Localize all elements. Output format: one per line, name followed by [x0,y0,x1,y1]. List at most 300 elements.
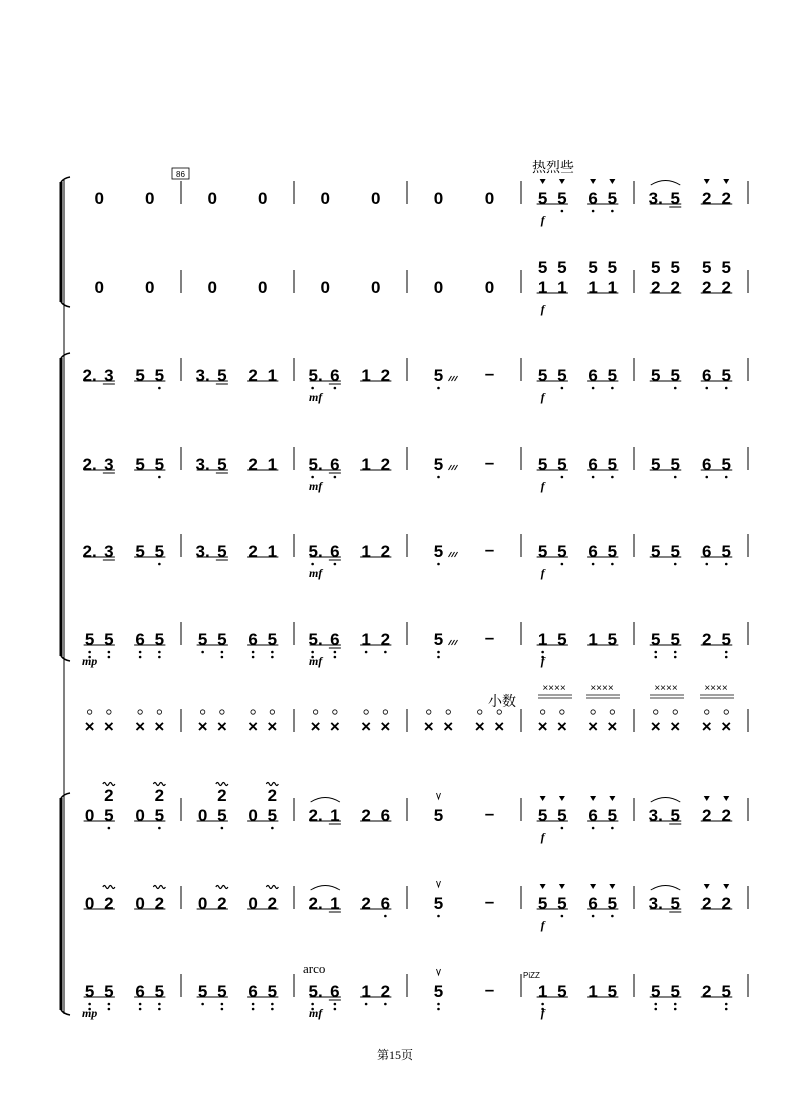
note-number: 2 [702,630,712,649]
note-number: 5 [154,542,165,561]
note-number: 5 [721,542,731,561]
note-number: 2 [248,455,258,474]
dynamic-mf: mf [308,479,323,493]
tremolo-stroke [449,552,452,557]
note-number: 6 [135,630,145,649]
accent-mark [704,179,710,184]
accent-mark [590,179,596,184]
octave-dot [611,387,614,390]
note-number: 6 [702,366,712,385]
note-number: 2 [380,366,391,385]
note-number: 3. [195,542,210,561]
note-number: 5 [433,982,444,1001]
note-number: 2 [670,278,680,297]
octave-dot [725,387,728,390]
octave-dot [108,656,111,659]
stacked-note: 2 [104,786,114,805]
note-number: 1 [267,542,278,561]
note-number: 5 [267,806,278,825]
octave-dot [334,476,337,479]
note-number: 5 [433,366,444,385]
note-number: 5 [607,366,618,385]
note-number: 2 [380,630,391,649]
note-number: 2 [702,894,712,913]
staff-row-7 [85,709,748,736]
octave-dot [437,1008,440,1011]
octave-dot [334,651,337,654]
octave-dot [674,563,677,566]
octave-dot [311,387,314,390]
octave-dot [311,563,314,566]
accent-mark [590,884,596,889]
note-number: 5 [651,455,661,474]
octave-dot [108,1003,111,1006]
octave-dot [674,1003,677,1006]
note-number: 2 [154,894,165,913]
tie-arc [651,798,681,803]
open-circle [724,710,728,714]
accent-mark [559,796,565,801]
accent-mark [723,884,729,889]
note-number: 0 [145,278,155,297]
open-circle [333,710,337,714]
note-number: 5 [670,630,680,649]
octave-dot [108,651,111,654]
note-number: 5 [154,630,165,649]
note-number: 2 [248,366,258,385]
note-number: 5 [607,982,618,1001]
open-circle [705,710,709,714]
snare-hit: × [721,717,732,736]
note-number: 6 [330,366,340,385]
note-number: 2 [361,806,371,825]
octave-dot [88,651,91,654]
stacked-note: 5 [588,258,598,277]
octave-dot [561,915,564,918]
note-number: 0 [248,806,258,825]
note-number: 5 [433,630,444,649]
snare-hit: × [537,717,548,736]
note-number: 6 [588,894,598,913]
staff-row-1 [95,179,748,227]
octave-dot [561,476,564,479]
snare-hit: × [423,717,434,736]
open-circle [478,710,482,714]
note-number: 0 [94,278,104,297]
note-number: 6 [702,542,712,561]
note-number: 5 [557,366,567,385]
tremolo-stroke [452,465,455,470]
note-number: 5 [267,630,278,649]
note-number: 5 [104,806,114,825]
open-circle [673,710,677,714]
note-number: 5. [308,455,323,474]
note-number: 5 [84,982,95,1001]
note-number: 2 [721,278,731,297]
octave-dot [592,476,595,479]
octave-dot [252,651,255,654]
breath-mark [437,969,441,975]
trill-mark [153,886,165,889]
dynamic-mp: mp [81,1006,98,1020]
open-circle [560,710,564,714]
rehearsal-mark [172,168,189,179]
note-number: 6 [588,189,598,208]
snare-hit: × [103,717,114,736]
open-circle [427,710,431,714]
page-number: 第15页 [376,1048,413,1062]
system-brackets [61,177,70,1015]
snare-hit: × [474,717,485,736]
octave-dot [674,476,677,479]
snare-drum-label: 小数 [488,695,516,710]
note-number: 1 [588,630,598,649]
note-number: 0 [84,894,95,913]
octave-dot [271,1008,274,1011]
octave-dot [654,1008,657,1011]
stacked-note: 5 [670,258,680,277]
snare-hit: × [248,717,259,736]
octave-dot [311,476,314,479]
dynamic-f: f [540,918,545,932]
octave-dot [384,1003,387,1006]
note-number: 6 [248,982,258,1001]
note-number: 2 [702,189,712,208]
note-number: 0 [320,189,330,208]
octave-dot [108,1008,111,1011]
octave-dot [201,651,204,654]
snare-hit: × [443,717,454,736]
note-number: 5 [537,189,548,208]
note-number: 0 [84,806,95,825]
accent-mark [559,179,565,184]
tempo-marking: 热烈些 [532,161,574,176]
accent-mark [609,179,615,184]
open-circle [200,710,204,714]
note-number: 5 [557,982,567,1001]
octave-dot [365,1003,368,1006]
octave-dot [158,1003,161,1006]
snare-rhythm: ×××× [704,683,728,694]
note-number: 5 [154,366,165,385]
octave-dot [611,827,614,830]
breath-mark [437,793,441,799]
tremolo-stroke [449,465,452,470]
octave-dot [158,651,161,654]
note-number: 5 [217,455,227,474]
note-number: 3. [648,806,663,825]
note-number: 5 [433,806,444,825]
octave-dot [725,563,728,566]
octave-dot [437,651,440,654]
stacked-note: 2 [267,786,278,805]
note-number: 6 [380,806,391,825]
note-number: 2 [721,806,731,825]
note-number: 5 [217,542,227,561]
breath-mark [437,881,441,887]
snare-hit: × [216,717,227,736]
octave-dot [221,1008,224,1011]
note-number: 5 [670,455,680,474]
note-number: 5 [154,982,165,1001]
stacked-note: 5 [557,258,567,277]
note-number: 3 [104,542,114,561]
note-number: 5 [267,982,278,1001]
note-number: 2 [248,542,258,561]
octave-dot [674,651,677,654]
note-number: 6 [135,982,145,1001]
note-number: 3. [648,894,663,913]
octave-dot [541,651,544,654]
rest-dash: – [484,364,495,383]
octave-dot [88,1003,91,1006]
note-number: 0 [94,189,104,208]
note-number: 0 [433,278,444,297]
stacked-note: 5 [537,258,548,277]
octave-dot [725,476,728,479]
accent-mark [704,884,710,889]
note-number: 6 [588,542,598,561]
accent-mark [609,796,615,801]
snare-hit: × [329,717,340,736]
note-number: 1 [330,806,340,825]
octave-dot [365,651,368,654]
octave-dot [437,915,440,918]
note-number: 5 [670,542,680,561]
note-number: 5. [308,982,323,1001]
octave-dot [271,1003,274,1006]
note-number: 2 [380,455,391,474]
note-number: 2 [702,982,712,1001]
open-circle [313,710,317,714]
note-number: 5 [135,542,145,561]
tremolo-stroke [455,552,458,557]
note-number: 2 [361,894,371,913]
tie-arc [311,886,340,891]
note-number: 0 [197,894,208,913]
note-number: 1 [537,278,548,297]
note-number: 3 [104,455,114,474]
note-number: 5 [557,894,567,913]
note-number: 0 [207,189,217,208]
accent-mark [559,884,565,889]
note-number: 5 [651,366,661,385]
note-number: 0 [248,894,258,913]
tie-arc [651,181,681,186]
note-number: 2 [267,894,278,913]
octave-dot [271,651,274,654]
note-number: 5 [217,982,227,1001]
octave-dot [674,1008,677,1011]
octave-dot [611,210,614,213]
snare-hit: × [380,717,391,736]
note-number: 5 [670,894,680,913]
octave-dot [592,915,595,918]
note-number: 1 [557,278,567,297]
octave-dot [592,210,595,213]
octave-dot [139,1003,142,1006]
octave-dot [252,1008,255,1011]
note-number: 1 [267,455,278,474]
staff-row-8 [84,783,748,845]
note-number: 5 [607,189,618,208]
octave-dot [311,651,314,654]
octave-dot [334,387,337,390]
note-number: 6 [588,366,598,385]
open-circle [107,710,111,714]
dynamic-mf: mf [308,1006,323,1020]
accent-mark [590,796,596,801]
note-number: 6 [330,982,340,1001]
octave-dot [611,915,614,918]
octave-dot [271,656,274,659]
octave-dot [221,656,224,659]
snare-hit: × [154,717,165,736]
tremolo-stroke [452,376,455,381]
dynamic-mp: mp [81,654,98,668]
note-number: 1 [330,894,340,913]
octave-dot [437,1003,440,1006]
octave-dot [725,1003,728,1006]
note-number: 5 [670,366,680,385]
note-number: 5 [651,542,661,561]
note-number: 5 [607,630,618,649]
open-circle [364,710,368,714]
note-number: 5 [154,455,165,474]
note-number: 1 [537,982,548,1001]
rest-dash: – [484,892,495,911]
note-number: 5 [135,366,145,385]
accent-mark [609,884,615,889]
note-number: 2 [380,982,391,1001]
note-number: 5 [537,542,548,561]
accent-mark [723,796,729,801]
note-number: 0 [135,894,145,913]
snare-rhythm: ×××× [590,683,614,694]
octave-dot [592,827,595,830]
open-circle [138,710,142,714]
dynamic-mf: mf [308,654,323,668]
trill-mark [216,886,228,889]
octave-dot [158,1008,161,1011]
note-number: 5 [217,806,227,825]
note-number: 5 [197,982,208,1001]
note-number: 5 [721,982,731,1001]
octave-dot [654,1003,657,1006]
stacked-note: 5 [721,258,731,277]
snare-hit: × [556,717,567,736]
octave-dot [437,387,440,390]
open-circle [270,710,274,714]
note-number: 5 [217,366,227,385]
octave-dot [384,915,387,918]
note-number: 1 [361,630,371,649]
tremolo-stroke [455,465,458,470]
note-number: 2. [82,366,97,385]
note-number: 5 [557,630,567,649]
note-number: 2 [651,278,661,297]
staff-row-6 [82,622,748,668]
note-number: 5. [308,630,323,649]
tremolo-stroke [455,640,458,645]
dynamic-f: f [540,566,545,580]
dynamic-f: f [540,213,545,227]
note-number: 1 [267,366,278,385]
note-number: 5 [557,189,567,208]
note-number: 5 [433,542,444,561]
accent-mark [723,179,729,184]
note-number: 5 [607,806,618,825]
note-number: 0 [258,189,268,208]
note-number: 5. [308,542,323,561]
open-circle [610,710,614,714]
note-number: 3. [195,366,210,385]
note-number: 5 [135,455,145,474]
octave-dot [334,1003,337,1006]
octave-dot [201,1003,204,1006]
octave-dot [725,656,728,659]
snare-hit: × [361,717,372,736]
octave-dot [592,387,595,390]
trill-mark [266,886,278,889]
note-number: 5 [607,455,618,474]
open-circle [87,710,91,714]
snare-rhythm-labels [538,683,734,698]
note-number: 5 [84,630,95,649]
stacked-note: 2 [154,786,165,805]
tremolo-stroke [449,640,452,645]
open-circle [497,710,501,714]
note-number: 2. [82,455,97,474]
note-number: 5 [670,189,680,208]
note-number: 5 [721,630,731,649]
note-number: 6 [330,542,340,561]
octave-dot [139,651,142,654]
octave-dot [252,656,255,659]
snare-hit: × [84,717,95,736]
dynamic-f: f [540,654,545,668]
octave-dot [158,387,161,390]
snare-rhythm: ×××× [542,683,566,694]
note-number: 6 [248,630,258,649]
note-number: 1 [361,542,371,561]
dynamic-f: f [540,390,545,404]
note-number: 5 [651,982,661,1001]
staff-row-4 [83,447,748,493]
stacked-note: 5 [702,258,712,277]
octave-dot [221,1003,224,1006]
note-number: 6 [330,455,340,474]
note-number: 2 [702,278,712,297]
note-number: 0 [207,278,217,297]
note-number: 2. [308,806,323,825]
note-number: 3. [648,189,663,208]
score-rows [82,179,748,1020]
tremolo-stroke [452,552,455,557]
note-number: 3 [104,366,114,385]
note-number: 1 [588,982,598,1001]
note-number: 2 [702,806,712,825]
note-number: 5 [433,894,444,913]
open-circle [540,710,544,714]
snare-hit: × [494,717,505,736]
octave-dot [437,563,440,566]
tie-arc [311,798,340,803]
note-number: 2 [104,894,114,913]
octave-dot [541,1003,544,1006]
note-number: 1 [361,455,371,474]
octave-dot [592,563,595,566]
